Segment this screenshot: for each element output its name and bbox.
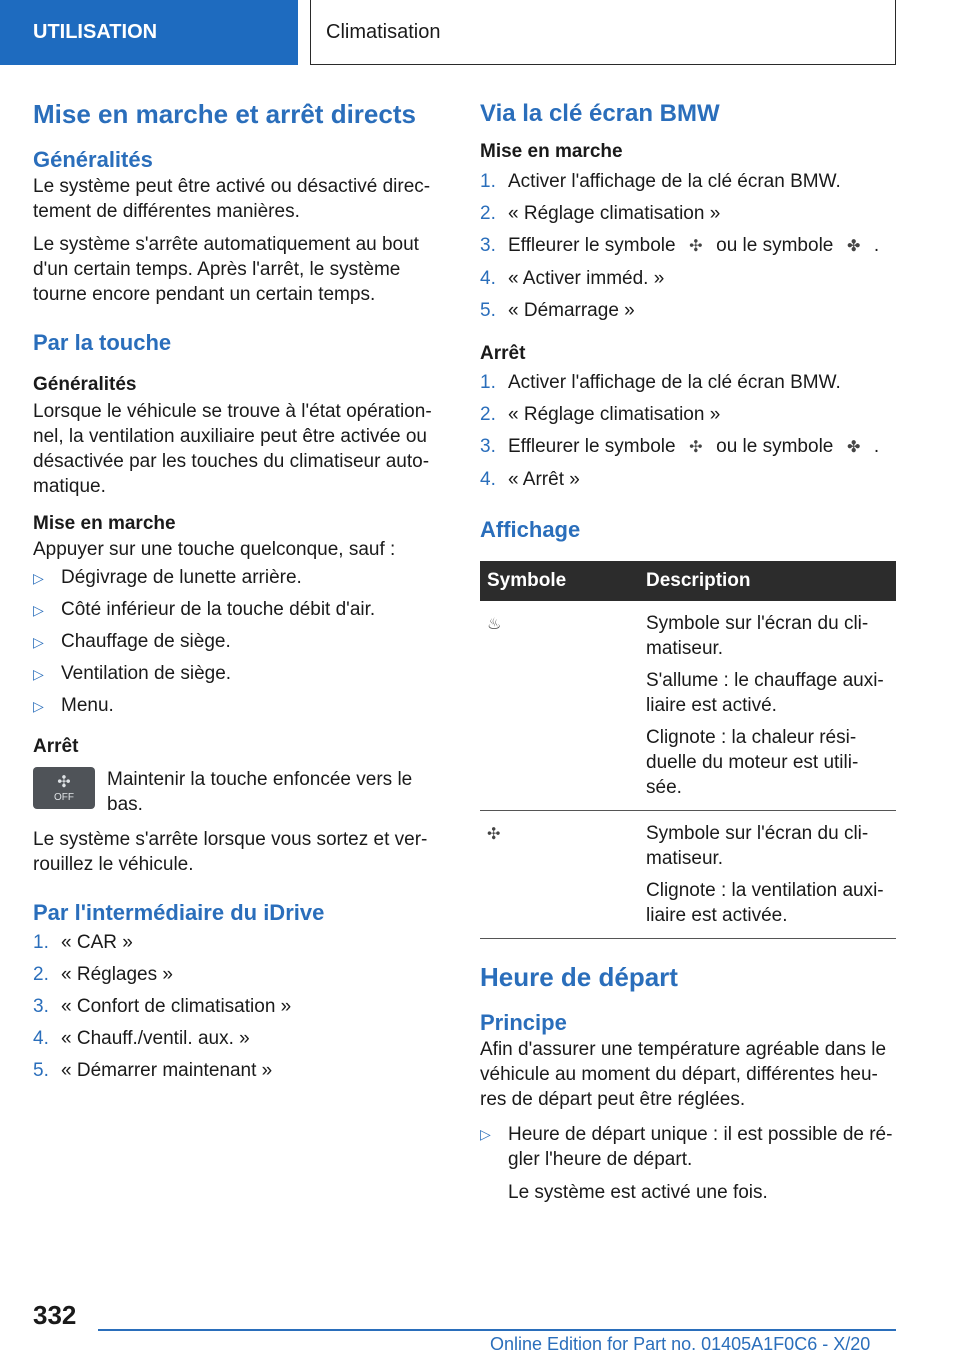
- topic-label: Climatisation: [326, 20, 441, 43]
- triangle-bullet-icon: ▷: [33, 570, 44, 587]
- principle-heading: Principe: [480, 1009, 567, 1035]
- list-item: ▷ Dégivrage de lunette arrière.: [33, 562, 437, 594]
- triangle-bullet-icon: ▷: [33, 666, 44, 683]
- fan-heat-icon: ✤: [846, 237, 861, 255]
- triangle-bullet-icon: ▷: [480, 1126, 491, 1143]
- list-item: 2. « Réglage climatisation »: [480, 404, 721, 426]
- page-title: Mise en marche et arrêt directs: [33, 99, 416, 129]
- list-item: 2. « Réglages »: [33, 964, 173, 986]
- idrive-steps: [33, 927, 437, 1087]
- list-item: ▷ Menu.: [33, 690, 437, 722]
- triangle-bullet-icon: ▷: [33, 634, 44, 651]
- principle-paragraph: Afin d'assurer une température agréable dans le véhicule au moment du départ, différentes heu-res de départ peut être réglées.: [480, 1039, 887, 1111]
- list-item: 4. « Arrêt »: [480, 469, 580, 491]
- key-on-heading: Mise en marche: [480, 141, 623, 163]
- triangle-bullet-icon: ▷: [33, 602, 44, 619]
- section-label: UTILISATION: [33, 21, 158, 43]
- display-heading: Affichage: [480, 517, 581, 543]
- on-paragraph: Appuyer sur une touche quelconque, sauf :: [33, 539, 396, 561]
- list-item: 3. Effleurer le symbole ✣ ou le symbole ✤ .: [480, 431, 896, 464]
- table-row: [480, 810, 896, 938]
- edition-text: Online Edition for Part no. 01405A1F0C6 - X/20: [490, 1334, 871, 1354]
- depart-heading: Heure de départ: [480, 961, 678, 992]
- fan-icon: ✣: [57, 774, 71, 792]
- table-cell-description: Symbole sur l'écran du cli-matiseur. S'allume : le chauffage auxi-liaire est activé. Clignote : la chaleur rési-duelle du moteur est utili-sée.: [639, 601, 896, 811]
- key-off-heading: Arrêt: [480, 342, 526, 364]
- list-item: 1. Activer l'affichage de la clé écran BMW.: [480, 170, 841, 192]
- fan-icon: ✣: [689, 439, 703, 457]
- topic-tab: [310, 0, 896, 65]
- table-cell-description: Symbole sur l'écran du cli-matiseur. Clignote : la ventilation auxi-liaire est activée.: [639, 810, 896, 938]
- list-item: 3. Effleurer le symbole ✣ ou le symbole ✤ .: [480, 230, 896, 263]
- list-item: ▷ Côté inférieur de la touche débit d'air.: [33, 594, 437, 626]
- fan-icon: ✣: [689, 237, 703, 255]
- list-item: 5. « Démarrage »: [480, 299, 635, 321]
- table-header-symbol: Symbole: [480, 561, 639, 601]
- fan-heat-icon: ✤: [846, 439, 861, 457]
- idrive-heading: Par l'intermédiaire du iDrive: [33, 899, 325, 925]
- right-column: [480, 98, 896, 1205]
- general-heading: Généralités: [33, 146, 153, 172]
- triangle-bullet-icon: ▷: [33, 698, 44, 715]
- general-paragraph-1: Le système peut être activé ou désactivé direc-tement de différentes manières.: [33, 176, 431, 223]
- off-label: OFF: [54, 792, 74, 804]
- list-item: 1. Activer l'affichage de la clé écran BMW.: [480, 372, 841, 394]
- table-cell-symbol: [480, 601, 639, 811]
- list-item: 5. « Démarrer maintenant »: [33, 1060, 273, 1082]
- touch-general-paragraph: Lorsque le véhicule se trouve à l'état opération-nel, la ventilation auxiliaire peut être activée ou désactivée par les touches du climatiseur auto-matique.: [33, 400, 432, 497]
- list-item: ▷ Ventilation de siège.: [33, 658, 437, 690]
- touch-general-heading: Généralités: [33, 373, 137, 395]
- fan-icon: ✣: [487, 825, 501, 843]
- touch-heading: Par la touche: [33, 330, 172, 356]
- section-tab: [0, 0, 298, 65]
- key-on-steps: [480, 166, 896, 327]
- key-heading: Via la clé écran BMW: [480, 100, 720, 127]
- table-header-description: Description: [639, 561, 896, 601]
- depart-bullet-list: [480, 1116, 896, 1172]
- depart-sub-paragraph: Le système est activé une fois.: [508, 1182, 768, 1204]
- footer-divider: [98, 1329, 896, 1331]
- list-item: ▷ Chauffage de siège.: [33, 626, 437, 658]
- list-item: 3. « Confort de climatisation »: [33, 996, 292, 1018]
- off-paragraph: Le système s'arrête lorsque vous sortez et ver-rouillez le véhicule.: [33, 828, 428, 875]
- list-item: ▷ Heure de départ unique : il est possible de ré-gler l'heure de départ.: [480, 1124, 893, 1171]
- key-off-steps: [480, 367, 896, 496]
- off-text: Maintenir la touche enfoncée vers le bas.: [107, 768, 413, 815]
- off-heading: Arrêt: [33, 736, 79, 758]
- list-item: 4. « Chauff./ventil. aux. »: [33, 1028, 250, 1050]
- table-row: [480, 601, 896, 811]
- page-number: 332: [33, 1300, 77, 1330]
- table-cell-symbol: [480, 810, 639, 938]
- fan-off-button-image: [33, 767, 95, 809]
- list-item: 1. « CAR »: [33, 932, 133, 954]
- general-paragraph-2: Le système s'arrête automatiquement au bout d'un certain temps. Après l'arrêt, le système tourne encore pendant un certain temps.: [33, 234, 419, 306]
- list-item: 4. « Activer imméd. »: [480, 267, 665, 289]
- off-row: [33, 767, 437, 817]
- list-item: 2. « Réglage climatisation »: [480, 202, 721, 224]
- heater-icon: ♨: [487, 615, 502, 633]
- on-bullet-list: [33, 562, 437, 722]
- on-heading: Mise en marche: [33, 512, 176, 534]
- left-column: [33, 98, 437, 1087]
- symbol-table: [480, 561, 896, 939]
